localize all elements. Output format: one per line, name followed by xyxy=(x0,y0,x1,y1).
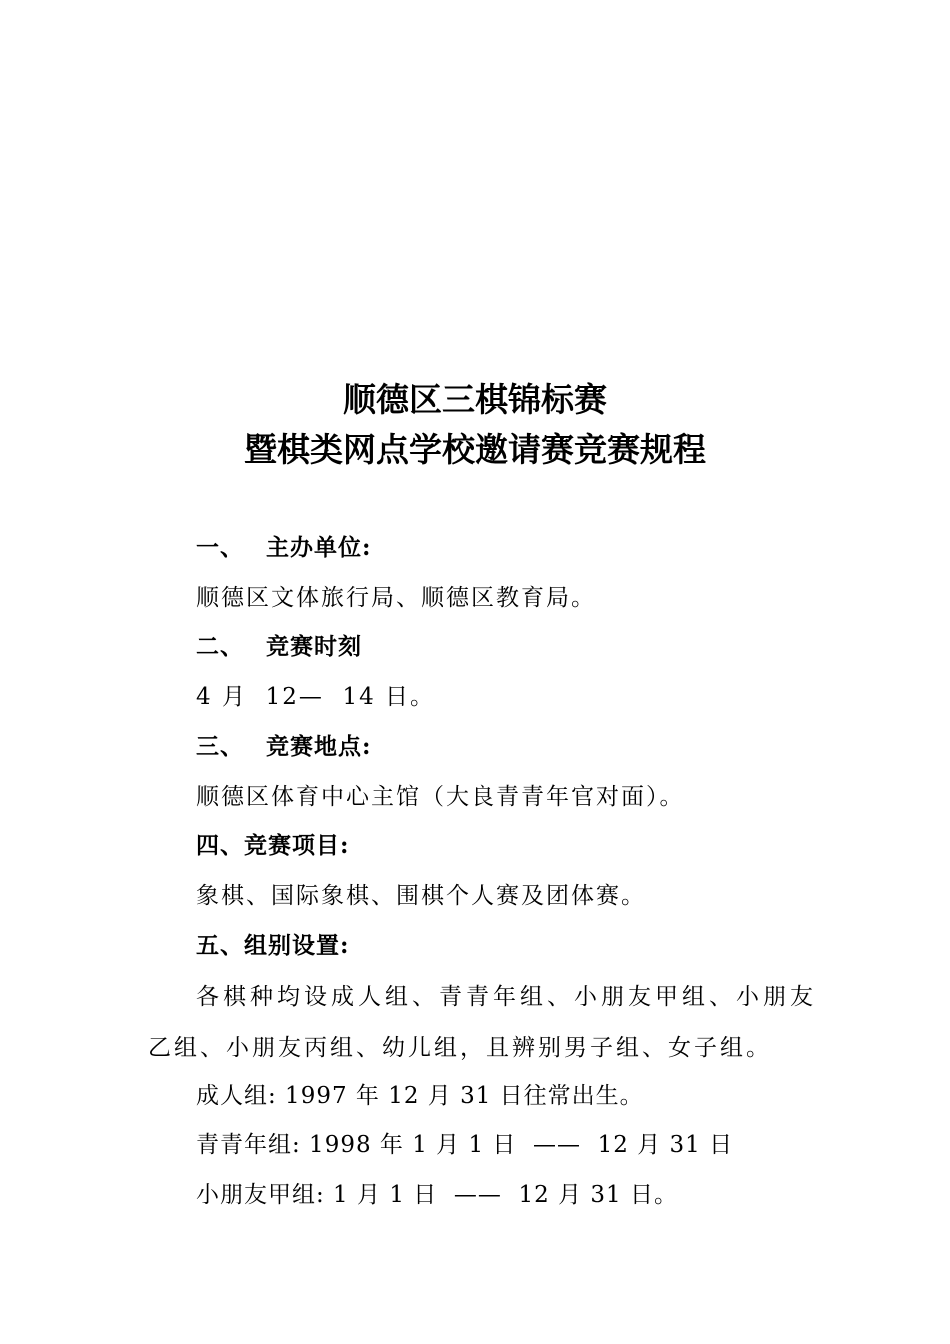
section-body-events: 象棋、国际象棋、围棋个人赛及团体赛。 xyxy=(196,883,646,909)
group-adult: 成人组: 1997 年 12 月 31 日往常出生。 xyxy=(196,1083,644,1109)
section-number: 五、 xyxy=(196,932,244,959)
section-heading-text: 竞赛时刻 xyxy=(266,633,362,660)
document-title-line-2: 暨棋类网点学校邀请赛竞赛规程 xyxy=(244,430,706,469)
section-number: 三、 xyxy=(196,733,244,760)
groups-intro-line-2: 乙组、小朋友丙组、幼儿组，且辨别男子组、女子组。 xyxy=(148,1035,772,1061)
group-child-a: 小朋友甲组: 1 月 1 日 —— 12 月 31 日。 xyxy=(196,1182,678,1208)
section-number: 一、 xyxy=(196,534,244,561)
groups-intro-line-1: 各棋种均设成人组、青青年组、小朋友甲组、小朋友 xyxy=(196,984,817,1010)
section-heading-organizer xyxy=(196,532,372,564)
section-heading-venue xyxy=(196,731,372,763)
section-heading-events xyxy=(196,830,350,862)
section-heading-text: 竞赛地点: xyxy=(266,733,372,760)
section-body-time: 4 月 12— 14 日。 xyxy=(196,684,436,710)
document-title-line-1: 顺德区三棋锦标赛 xyxy=(343,380,607,419)
section-heading-text: 竞赛项目: xyxy=(244,832,350,859)
section-heading-text: 主办单位: xyxy=(266,534,372,561)
section-heading-groups xyxy=(196,930,350,962)
section-body-organizer: 顺德区文体旅行局、顺德区教育局。 xyxy=(196,585,596,611)
section-number: 二、 xyxy=(196,633,244,660)
section-heading-time xyxy=(196,631,362,663)
section-body-venue: 顺德区体育中心主馆（大良青青年官对面）。 xyxy=(196,784,685,810)
section-heading-text: 组别设置: xyxy=(244,932,350,959)
section-number: 四、 xyxy=(196,832,244,859)
group-youth: 青青年组: 1998 年 1 月 1 日 —— 12 月 31 日 xyxy=(196,1132,734,1158)
